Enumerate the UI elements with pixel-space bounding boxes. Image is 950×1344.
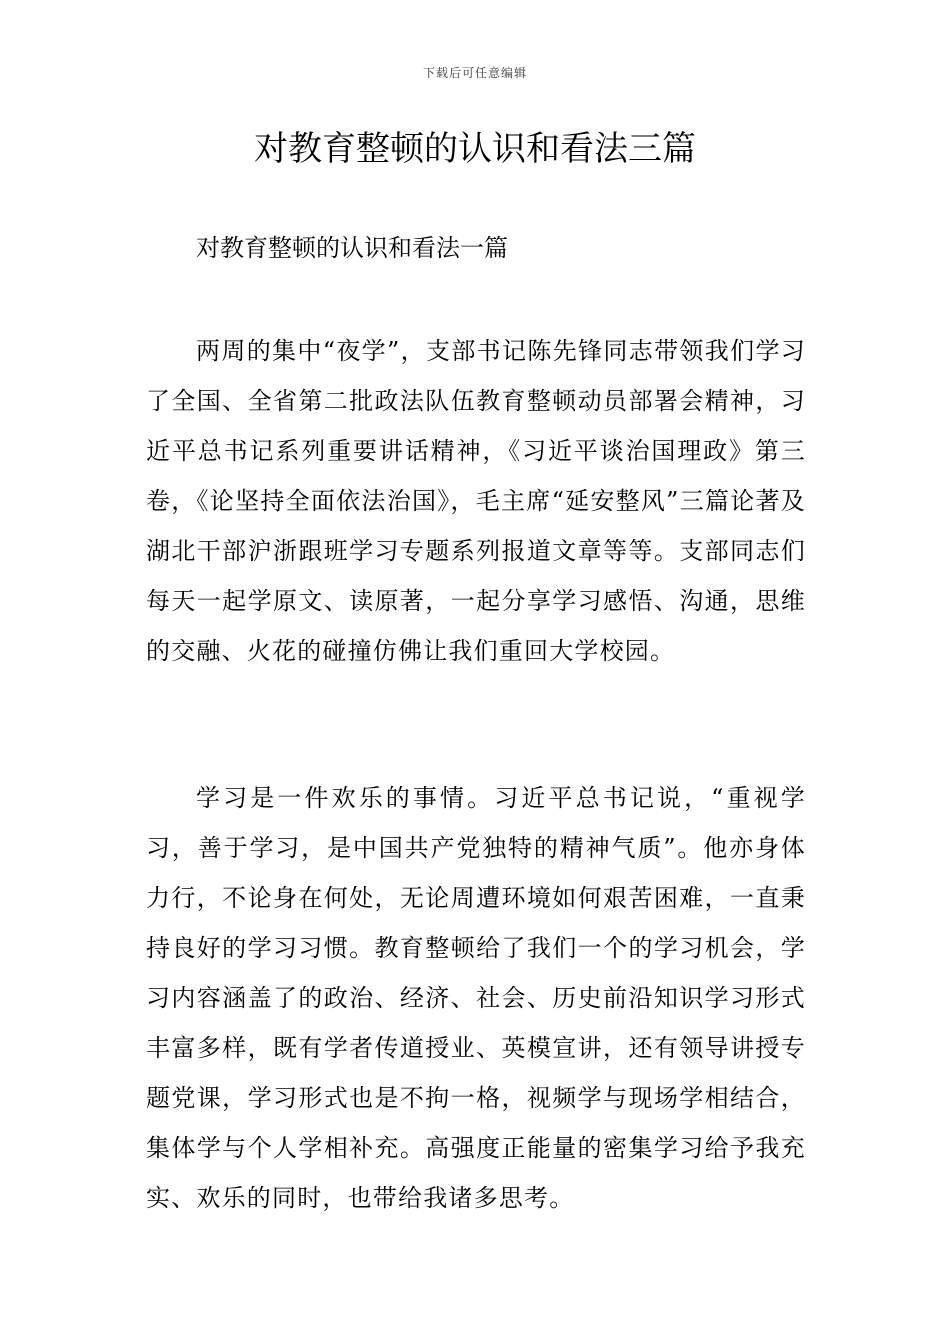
body-paragraph-2: 学习是一件欢乐的事情。习近平总书记说，“重视学习，善于学习，是中国共产党独特的精神气质”。他亦身体力行，不论身在何处，无论周遭环境如何艰苦困难，一直秉持良好的学习习惯。教育整顿给了我们一个的学习机会，学习内容涵盖了的政治、经济、社会、历史前沿知识学习形式丰富多样，既有学者传道授业、英模宣讲，还有领导讲授专题党课，学习形式也是不拘一格，视频学与现场学相结合，集体学与个人学相补充。高强度正能量的密集学习给予我充实、欢乐的同时，也带给我诸多思考。	[146, 784, 806, 1212]
header-note: 下载后可任意编辑	[422, 66, 527, 80]
section-title: 对教育整顿的认识和看法一篇	[196, 234, 508, 262]
body-paragraph-1: 两周的集中“夜学”，支部书记陈先锋同志带领我们学习了全国、全省第二批政法队伍教育整顿动员部署会精神，习近平总书记系列重要讲话精神，《习近平谈治国理政》第三卷，《论坚持全面依法治国》，毛主席“延安整风”三篇论著及湖北干部沪浙跟班学习专题系列报道文章等等。支部同志们每天一起学原文、读原著，一起分享学习感悟、沟通，思维的交融、火花的碰撞仿佛让我们重回大学校园。	[146, 337, 806, 665]
document-title: 对教育整顿的认识和看法三篇	[254, 129, 696, 169]
